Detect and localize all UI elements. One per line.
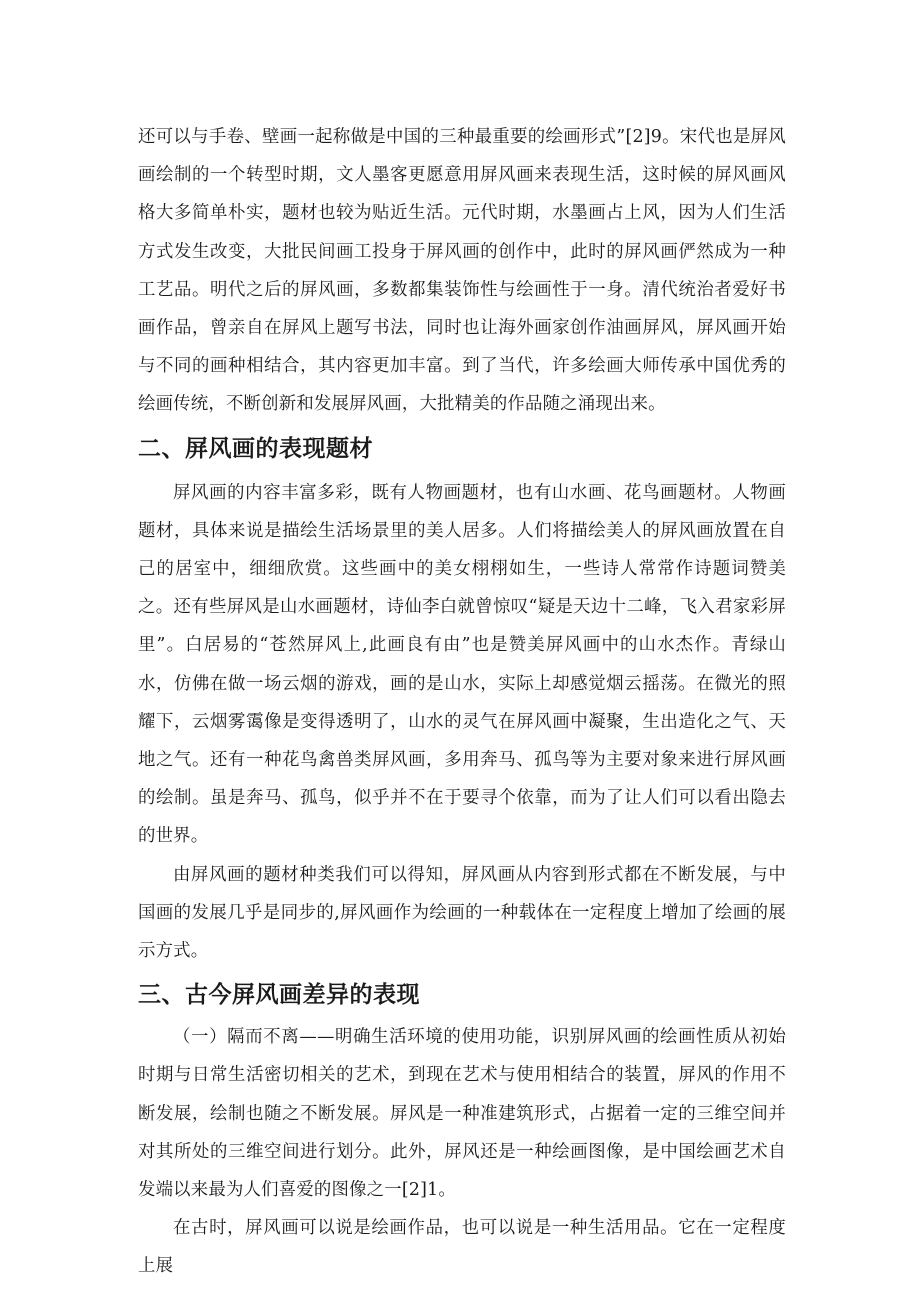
document-page xyxy=(138,118,786,1286)
paragraph-ancient-times: 在古时，屏风画可以说是绘画作品，也可以说是一种生活用品。它在一定程度上展 xyxy=(138,1218,786,1277)
paragraph-subject-summary: 由屏风画的题材种类我们可以得知，屏风画从内容到形式都在不断发展，与中国画的发展几乎是同步的,屏风画作为绘画的一种载体在一定程度上增加了绘画的展示方式。 xyxy=(138,864,786,962)
section-heading-ancient-modern-differences: 三、古今屏风画差异的表现 xyxy=(138,982,420,1009)
paragraph-song-yuan-ming-qing-history: 还可以与手卷、壁画一起称做是中国的三种最重要的绘画形式”[2]9。宋代也是屏风画绘制的一个转型时期，文人墨客更愿意用屏风画来表现生活，这时候的屏风画风格大多简单朴实，题材也较为贴近生活。元代时期，水墨画占上风，因为人们生活方式发生改变，大批民间画工投身于屏风画的创作中，此时的屏风画俨然成为一种工艺品。明代之后的屏风画，多数都集装饰性与绘画性于一身。清代统治者爱好书画作品，曾亲自在屏风上题写书法，同时也让海外画家创作油画屏风，屏风画开始与不同的画种相结合，其内容更加丰富。到了当代，许多绘画大师传承中国优秀的绘画传统，不断创新和发展屏风画，大批精美的作品随之涌现出来。 xyxy=(138,127,786,415)
paragraph-separation-function: （一）隔而不离——明确生活环境的使用功能，识别屏风画的绘画性质从初始时期与日常生活密切相关的艺术，到现在艺术与使用相结合的装置，屏风的作用不断发展，绘制也随之不断发展。屏风是一种准建筑形式，占据着一定的三维空间并对其所处的三维空间进行划分。此外，屏风还是一种绘画图像，是中国绘画艺术自发端以来最为人们喜爱的图像之一[2]1。 xyxy=(138,1027,786,1201)
paragraph-subject-matter: 屏风画的内容丰富多彩，既有人物画题材，也有山水画、花鸟画题材。人物画题材，具体来说是描绘生活场景里的美人居多。人们将描绘美人的屏风画放置在自己的居室中，细细欣赏。这些画中的美女栩栩如生，一些诗人常常作诗题词赞美之。还有些屏风是山水画题材，诗仙李白就曾惊叹“疑是天边十二峰，飞入君家彩屏里”。白居易的“苍然屏风上,此画良有由”也是赞美屏风画中的山水杰作。青绿山水，仿佛在做一场云烟的游戏，画的是山水，实际上却感觉烟云摇荡。在微光的照耀下，云烟雾霭像是变得透明了，山水的灵气在屏风画中凝聚，生出造化之气、天地之气。还有一种花鸟禽兽类屏风画，多用奔马、孤鸟等为主要对象来进行屏风画的绘制。虽是奔马、孤鸟，似乎并不在于要寻个依靠，而为了让人们可以看出隐去的世界。 xyxy=(138,482,786,847)
section-heading-subject-matter: 二、屏风画的表现题材 xyxy=(138,435,373,462)
